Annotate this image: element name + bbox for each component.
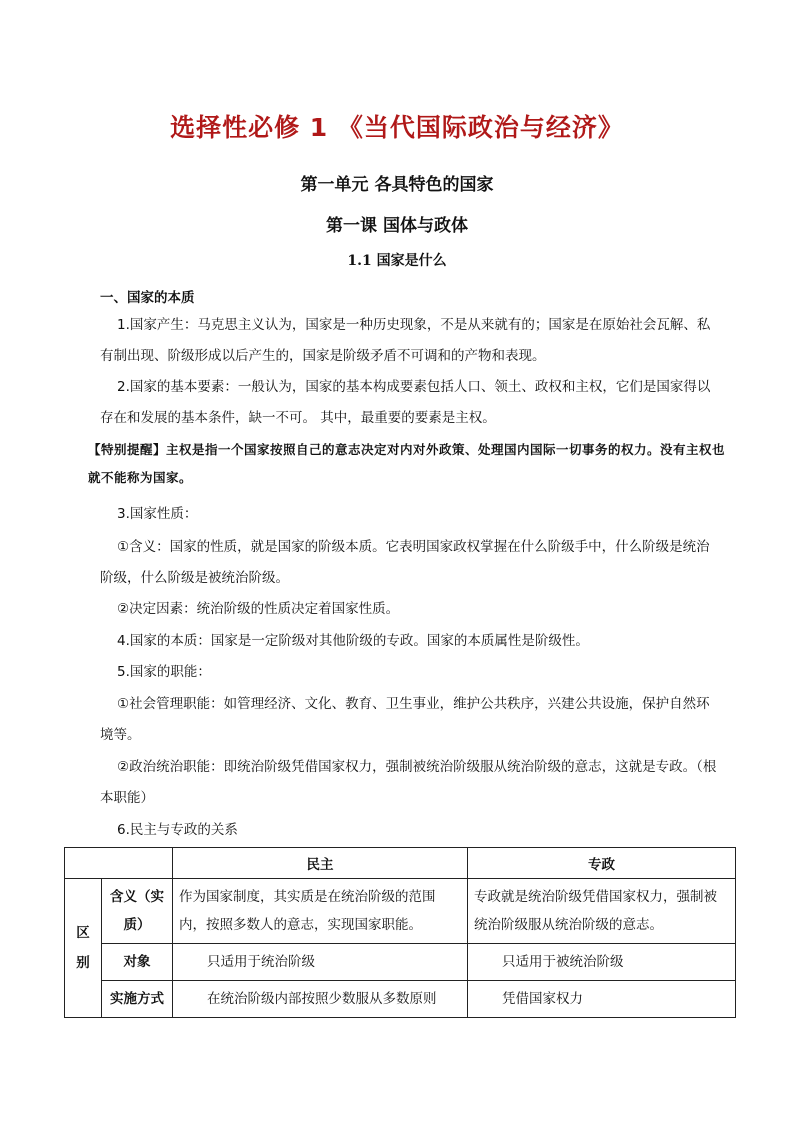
paragraph-social-function: ①社会管理职能：如管理经济、文化、教育、卫生事业，维护公共秩序，兴建公共设施，保护自然环境等。 [100,696,710,743]
unit-heading: 第一单元 各具特色的国家 [300,175,494,195]
table-row [65,944,736,981]
paragraph-nature-factor: ②决定因素：统治阶级的性质决定着国家性质。 [117,601,400,617]
cell-democracy-object: 只适用于统治阶级 [173,944,468,981]
row-label-object: 对象 [102,944,173,981]
table-header-row [65,848,736,879]
cell-dictatorship-method: 凭借国家权力 [468,981,736,1018]
header-democracy: 民主 [173,848,468,879]
difference-label: 区别 [65,879,102,1018]
paragraph-state-functions: 5.国家的职能： [117,664,211,680]
cell-dictatorship-object: 只适用于被统治阶级 [468,944,736,981]
paragraph-political-function: ②政治统治职能：即统治阶级凭借国家权力，强制被统治阶级服从统治阶级的意志，这就是专政。（根本职能） [100,759,717,806]
document-title: 选择性必修 1 《当代国际政治与经济》 [170,113,624,142]
subsection-heading: 一、国家的本质 [100,290,195,306]
paragraph-state-essence: 4.国家的本质：国家是一定阶级对其他阶级的专政。国家的本质属性是阶级性。 [117,633,589,649]
paragraph-state-elements: 2.国家的基本要素：一般认为，国家的基本构成要素包括人口、领土、政权和主权，它们是国家得以存在和发展的基本条件，缺一不可。 其中，最重要的要素是主权。 [100,379,711,426]
paragraph-state-origin: 1.国家产生：马克思主义认为，国家是一种历史现象，不是从来就有的；国家是在原始社会瓦解、私有制出现、阶级形成以后产生的，国家是阶级矛盾不可调和的产物和表现。 [100,317,711,364]
cell-dictatorship-meaning: 专政就是统治阶级凭借国家权力，强制被统治阶级服从统治阶级的意志。 [468,879,736,944]
table-row [65,981,736,1018]
table-corner-cell [65,848,173,879]
special-reminder-note: 【特别提醒】主权是指一个国家按照自己的意志决定对内对外政策、处理国内国际一切事务的权力。没有主权也就不能称为国家。 [88,442,726,485]
row-label-meaning: 含义（实质） [102,879,173,944]
table-row [65,879,736,944]
paragraph-state-nature: 3.国家性质： [117,506,198,522]
lesson-heading: 第一课 国体与政体 [326,216,468,236]
paragraph-relation-heading: 6.民主与专政的关系 [117,822,238,838]
cell-democracy-meaning: 作为国家制度，其实质是在统治阶级的范围内，按照多数人的意志，实现国家职能。 [173,879,468,944]
header-dictatorship: 专政 [468,848,736,879]
row-label-method: 实施方式 [102,981,173,1018]
cell-democracy-method: 在统治阶级内部按照少数服从多数原则 [173,981,468,1018]
section-heading: 1.1 国家是什么 [347,253,447,269]
paragraph-nature-meaning: ①含义：国家的性质，就是国家的阶级本质。它表明国家政权掌握在什么阶级手中，什么阶级是统治阶级，什么阶级是被统治阶级。 [100,539,710,586]
democracy-dictatorship-table [64,847,736,1018]
